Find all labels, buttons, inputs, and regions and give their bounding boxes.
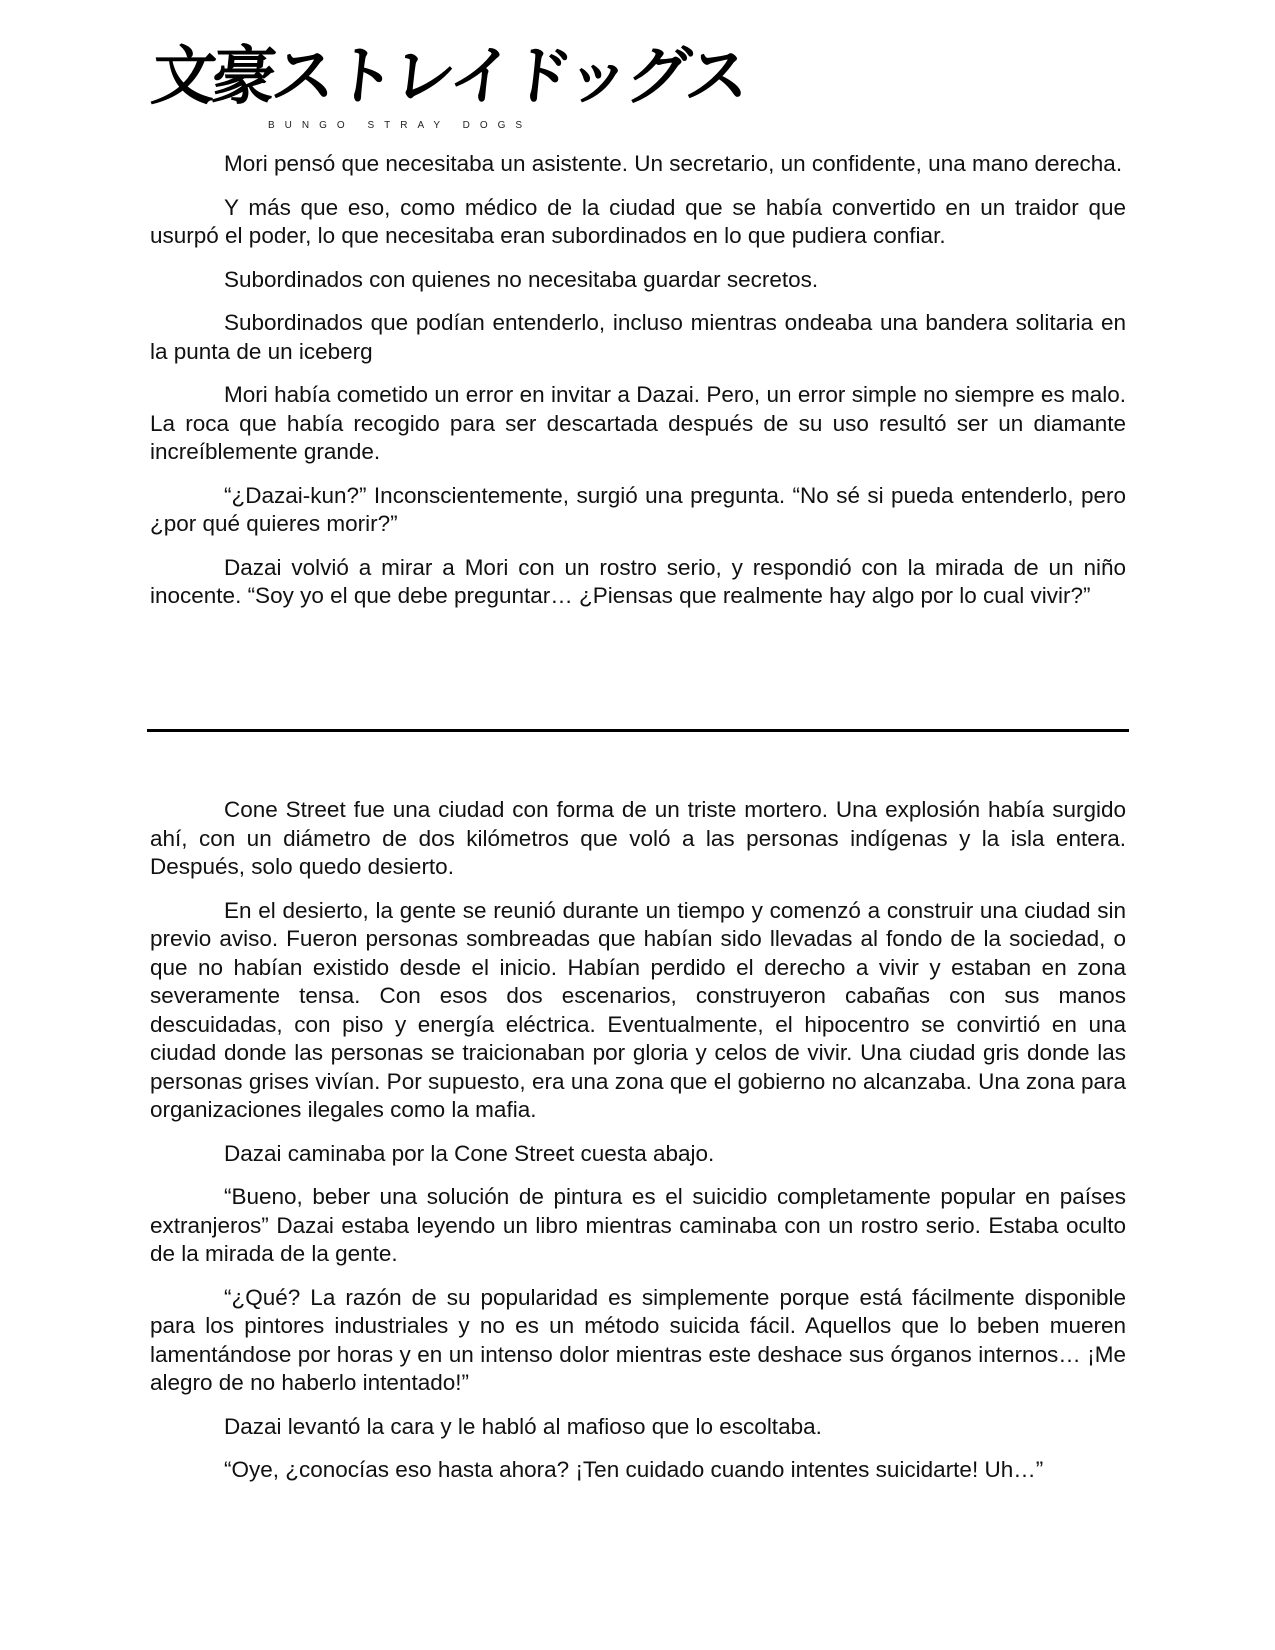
paragraph: “¿Dazai-kun?” Inconscientemente, surgió una pregunta. “No sé si pueda entenderlo, pero ¿por qué quieres morir?” — [150, 482, 1126, 536]
logo-japanese-title: 文豪ストレイドッグス — [148, 39, 750, 114]
section-two-text — [150, 796, 1126, 1500]
series-logo — [148, 39, 750, 131]
paragraph: Y más que eso, como médico de la ciudad que se había convertido en un traidor que usurpó el poder, lo que necesitaba eran subordinados en lo que pudiera confiar. — [150, 194, 1126, 248]
paragraph: “Oye, ¿conocías eso hasta ahora? ¡Ten cuidado cuando intentes suicidarte! Uh…” — [224, 1457, 1044, 1482]
section-divider — [147, 729, 1129, 732]
paragraph: Dazai volvió a mirar a Mori con un rostro serio, y respondió con la mirada de un niño inocente. “Soy yo el que debe preguntar… ¿Piensas que realmente hay algo por lo cual vivir?” — [150, 554, 1126, 608]
paragraph: Mori había cometido un error en invitar a Dazai. Pero, un error simple no siempre es malo. La roca que había recogido para ser descartada después de su uso resultó ser un diamante increíblemente grande. — [150, 382, 1126, 464]
paragraph: En el desierto, la gente se reunió durante un tiempo y comenzó a construir una ciudad sin previo aviso. Fueron personas sombreadas que habían sido llevadas al fondo de la sociedad, o que no habían existido desde el inicio. Habían perdido el derecho a vivir y estaban en zona severamente tensa. Con esos dos escenarios, construyeron cabañas con sus manos descuidadas, con piso y energía eléctrica. Eventualmente, el hipocentro se convirtió en una ciudad donde las personas se traicionaban por gloria y celos de vivir. Una ciudad gris donde las personas grises vivían. Por supuesto, era una zona que el gobierno no alcanzaba. Una zona para organizaciones ilegales como la mafia. — [150, 897, 1126, 1122]
paragraph: Mori pensó que necesitaba un asistente. Un secretario, un confidente, una mano derecha. — [224, 151, 1123, 176]
paragraph: “¿Qué? La razón de su popularidad es simplemente porque está fácilmente disponible para los pintores industriales y no es un método suicida fácil. Aquellos que lo beben mueren lamentándose por horas y en un intenso dolor mientras este deshace sus órganos internos… ¡Me alegro de no haberlo intentado!” — [150, 1284, 1126, 1395]
section-one-text — [150, 150, 1126, 626]
paragraph: “Bueno, beber una solución de pintura es el suicidio completamente popular en países extranjeros” Dazai estaba leyendo un libro mientras caminaba con un rostro serio. Estaba oculto de la mirada de la gente. — [150, 1184, 1126, 1266]
paragraph: Subordinados que podían entenderlo, incluso mientras ondeaba una bandera solitaria en la punta de un iceberg — [150, 310, 1126, 364]
paragraph: Dazai caminaba por la Cone Street cuesta abajo. — [224, 1140, 715, 1166]
paragraph: Cone Street fue una ciudad con forma de un triste mortero. Una explosión había surgido ahí, con un diámetro de dos kilómetros que voló a las personas indígenas y la isla entera. Después, solo quedo desierto. — [150, 797, 1126, 879]
logo-english-subtitle: BUNGO STRAY DOGS — [268, 120, 533, 131]
paragraph: Subordinados con quienes no necesitaba guardar secretos. — [224, 266, 819, 292]
paragraph: Dazai levantó la cara y le habló al mafioso que lo escoltaba. — [224, 1413, 822, 1439]
